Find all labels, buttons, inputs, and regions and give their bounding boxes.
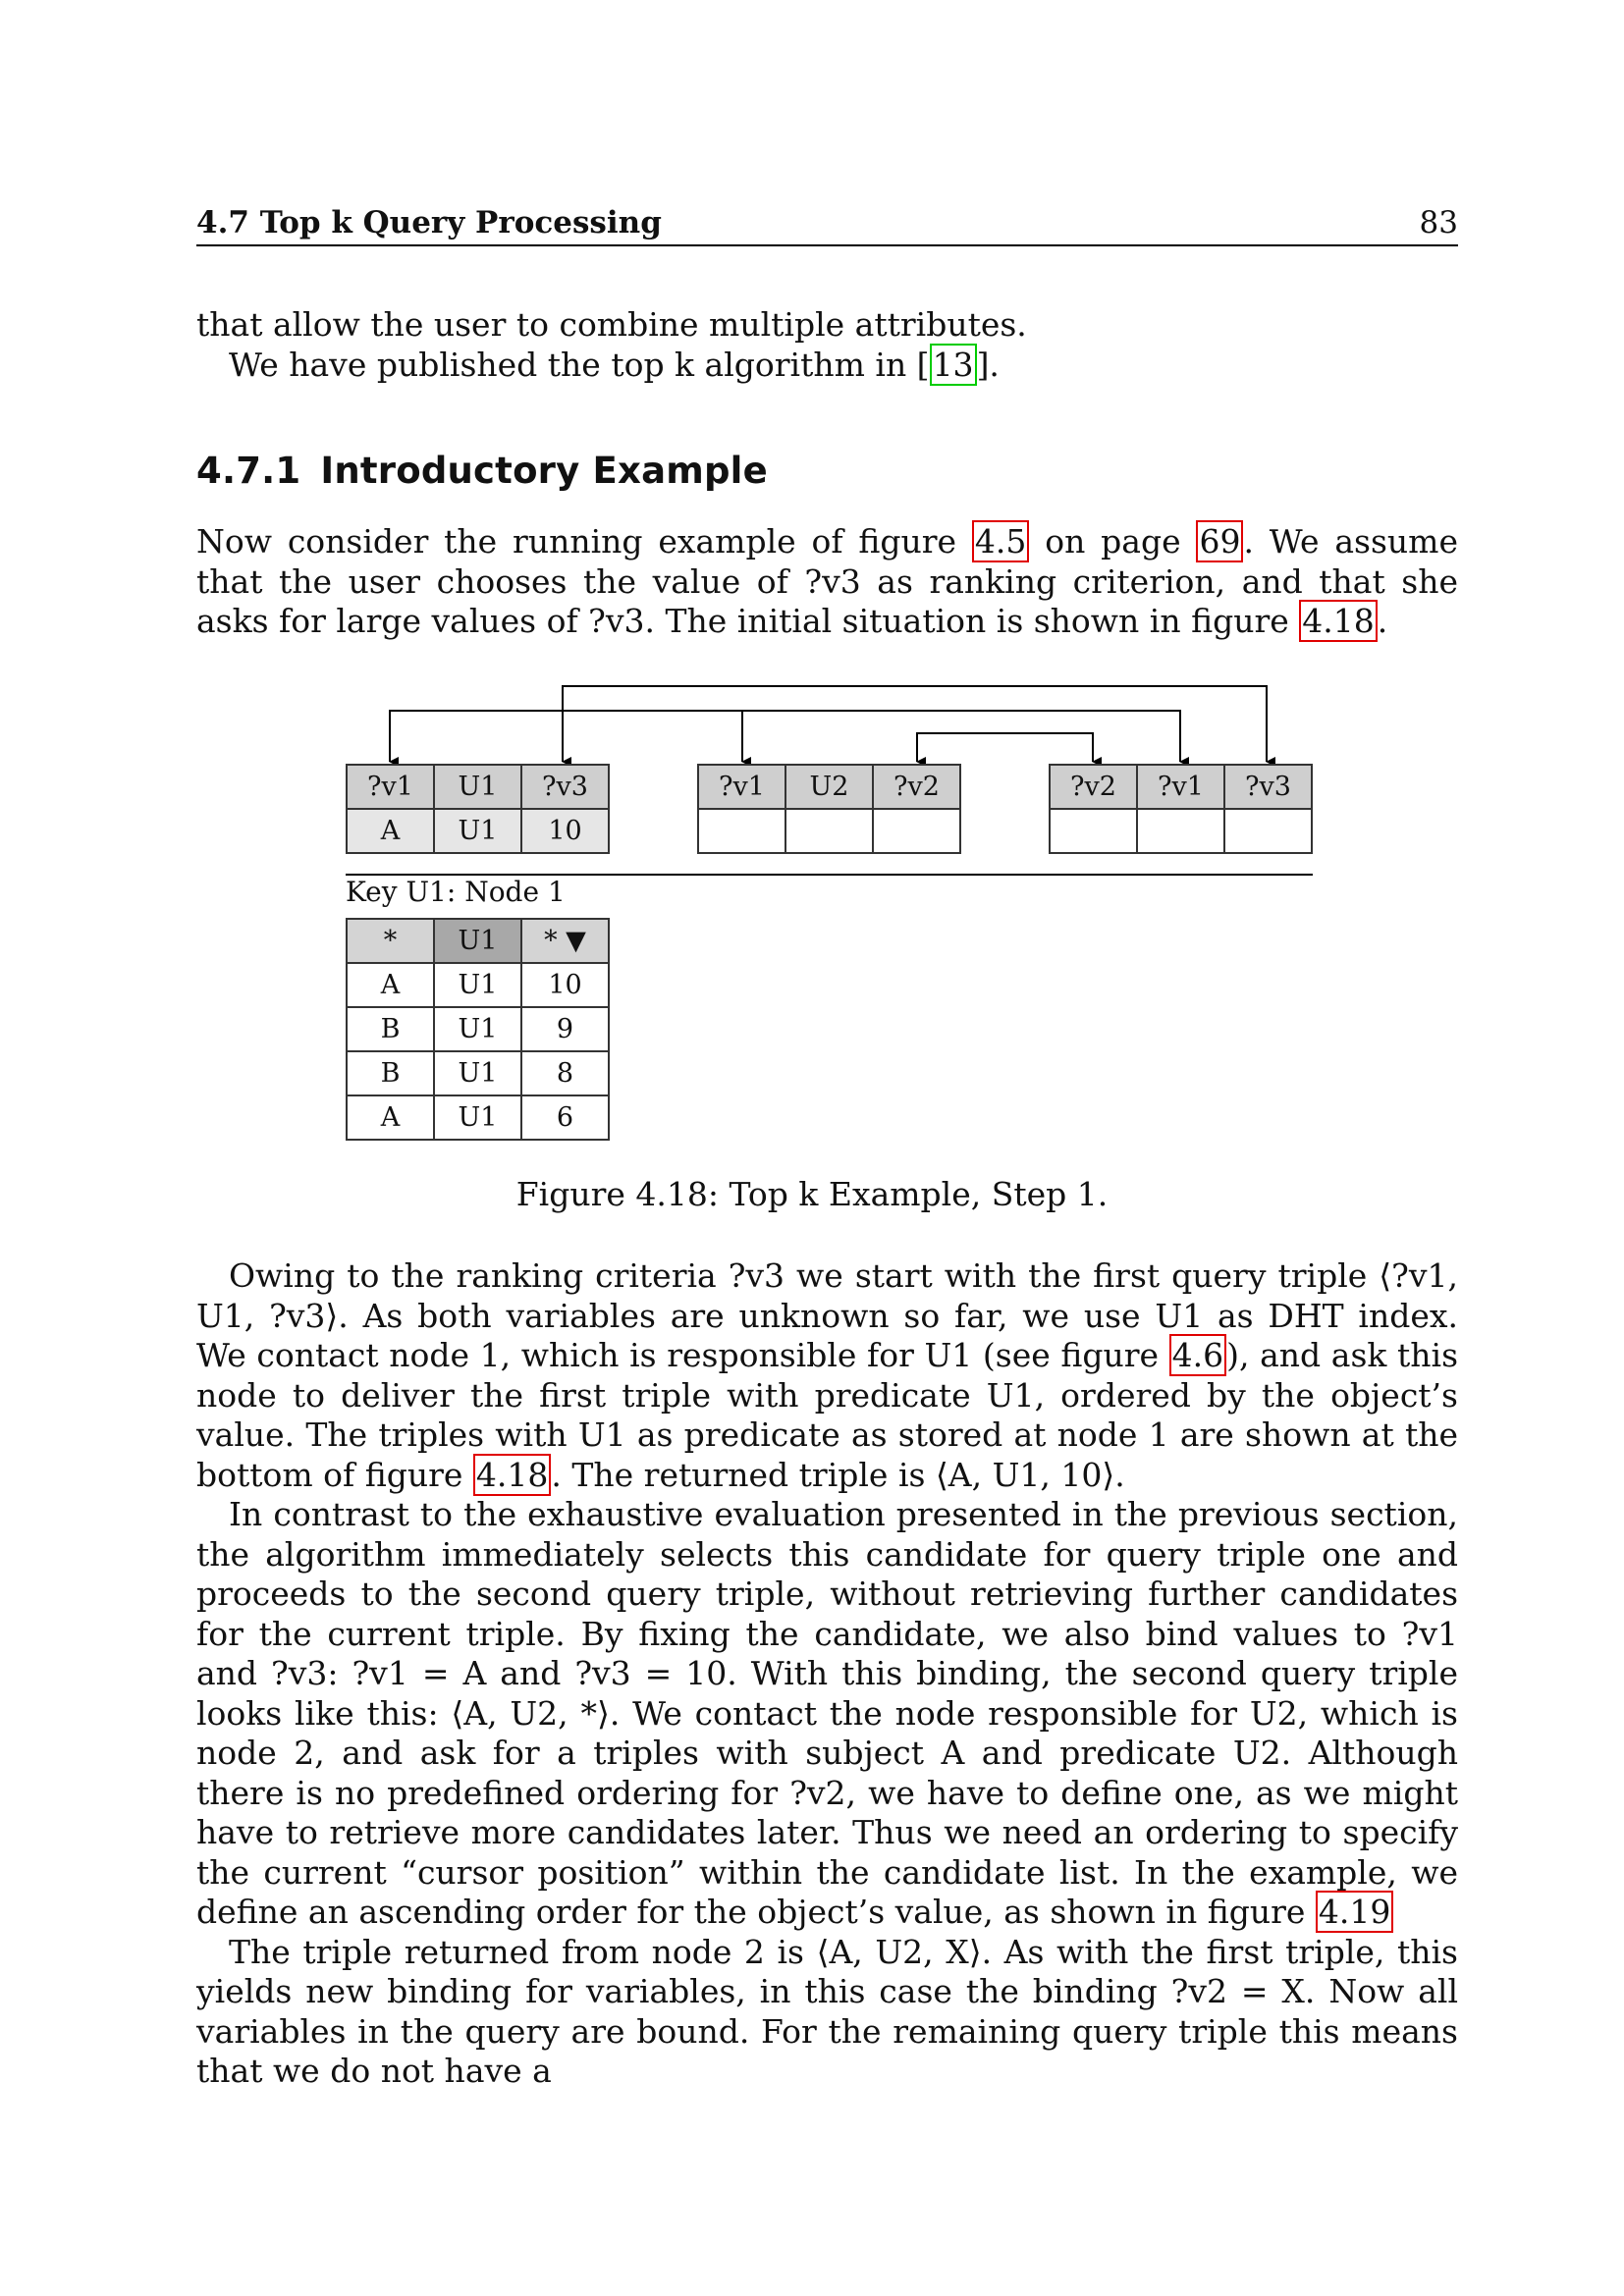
header-cell: ?v3 — [521, 765, 609, 809]
table-cell — [1224, 809, 1312, 853]
query-table-2-row — [698, 809, 960, 853]
figure-ref-link[interactable]: 4.5 — [972, 520, 1029, 562]
para2-part-c: . The returned triple is ⟨A, U1, 10⟩. — [551, 1455, 1125, 1494]
header-cell: ?v1 — [698, 765, 785, 809]
figure-ref-link[interactable]: 4.6 — [1169, 1334, 1226, 1376]
figure-ref-link[interactable]: 4.18 — [473, 1454, 551, 1496]
para1-part-c: . We assume that the user chooses the value of ?v3 as ranking criterion, and that she asks for large values of ?v3. The initial situation is shown in figure — [196, 522, 1458, 640]
table-cell: 10 — [521, 963, 609, 1007]
section-number: 4.7.1 — [196, 450, 301, 492]
table-cell — [873, 809, 960, 853]
header-cell-key: U1 — [434, 919, 521, 963]
table-cell: U1 — [434, 1051, 521, 1095]
node-1-table — [346, 918, 610, 1141]
table-cell — [1050, 809, 1137, 853]
figure-ref-link[interactable]: 4.19 — [1316, 1891, 1393, 1933]
page-ref-link[interactable]: 69 — [1196, 520, 1243, 562]
table-cell — [698, 809, 785, 853]
table-cell: U1 — [434, 1095, 521, 1140]
query-table-2 — [697, 764, 961, 854]
table-cell: A — [347, 963, 434, 1007]
header-cell: ?v3 — [1224, 765, 1312, 809]
header-cell: ?v1 — [1137, 765, 1224, 809]
para3-part-a: In contrast to the exhaustive evaluation presented in the previous section, the algorithm immediately selects this candidate for query triple one and proceeds to the second query triple, without retrieving further candidates for the current triple. By fixing the candidate, we also bind values to ?v1 and ?v3: ?v1 = A and ?v3 = 10. With this binding, the second query triple looks like this: ⟨A, U2, *⟩. We contact the node responsible for U2, which is node 2, and ask for a triples with subject A and predicate U2. Although there is no predefined ordering for ?v2, we have to define one, as we might have to retrieve more candidates later. Thus we need an ordering to specify the current “cursor position” within the candidate list. In the example, we define an ascending order for the object’s value, as shown in figure — [196, 1495, 1458, 1931]
query-table-1 — [346, 764, 610, 854]
para2-part-a: Owing to the ranking criteria ?v3 we start with the first query triple ⟨?v1, U1, ?v3⟩. As both variables are unknown so far, we use U1 as DHT index. We contact node 1, which is responsible for U1 (see figure — [196, 1256, 1458, 1374]
table-cell: A — [347, 1095, 434, 1140]
query-table-3 — [1049, 764, 1313, 854]
table-cell — [1137, 809, 1224, 853]
section-running-title: 4.7 Top k Query Processing — [196, 205, 662, 240]
query-table-1-header — [347, 765, 609, 809]
intro-line-2-text: We have published the top k algorithm in [ — [229, 345, 930, 384]
key-label: Key U1: Node 1 — [346, 876, 566, 908]
figure-ref-link[interactable]: 4.18 — [1299, 600, 1377, 642]
page-number: 83 — [1419, 205, 1458, 240]
paragraph-3 — [196, 1495, 1458, 1933]
para1-part-a: Now consider the running example of figure — [196, 522, 972, 561]
header-cell: U2 — [785, 765, 873, 809]
figure-caption: Figure 4.18: Top k Example, Step 1. — [515, 1175, 1109, 1213]
para1-part-d: . — [1377, 602, 1388, 640]
arrow-v3-connector — [563, 686, 1267, 762]
table-cell: 8 — [521, 1051, 609, 1095]
body-text — [196, 1256, 1458, 2092]
table-cell: U1 — [434, 809, 521, 853]
paragraph-2 — [196, 1256, 1458, 1495]
header-cell: U1 — [434, 765, 521, 809]
table-cell — [785, 809, 873, 853]
query-table-2-header — [698, 765, 960, 809]
intro-line-2-suffix: ]. — [976, 345, 1000, 384]
section-title: Introductory Example — [320, 450, 768, 492]
table-cell: U1 — [434, 963, 521, 1007]
header-cell: ?v1 — [347, 765, 434, 809]
arrow-v2-connector — [917, 733, 1093, 762]
table-cell: B — [347, 1007, 434, 1051]
header-cell-sorted: * ▼ — [521, 919, 609, 963]
table-row — [347, 1007, 609, 1051]
table-cell: 9 — [521, 1007, 609, 1051]
table-row — [347, 963, 609, 1007]
table-row — [347, 1051, 609, 1095]
node-table-header — [347, 919, 609, 963]
query-table-1-row — [347, 809, 609, 853]
table-row — [347, 1095, 609, 1140]
paragraph-4: The triple returned from node 2 is ⟨A, U2, X⟩. As with the first triple, this yields new binding for variables, in this case the binding ?v2 = X. Now all variables in the query are bound. For the remaining query triple this means that we do not have a — [196, 1932, 1458, 2090]
table-cell: B — [347, 1051, 434, 1095]
table-cell: A — [347, 809, 434, 853]
header-cell: ?v2 — [873, 765, 960, 809]
table-cell: 6 — [521, 1095, 609, 1140]
arrow-v1-connector — [390, 711, 1180, 762]
intro-line-1: that allow the user to combine multiple attributes. — [196, 305, 1027, 344]
citation-link[interactable]: 13 — [930, 344, 977, 386]
header-cell: * — [347, 919, 434, 963]
table-cell: 10 — [521, 809, 609, 853]
query-table-3-row — [1050, 809, 1312, 853]
table-cell: U1 — [434, 1007, 521, 1051]
header-cell: ?v2 — [1050, 765, 1137, 809]
para1-part-b: on page — [1029, 522, 1197, 561]
para2-part-b: ), and ask this node to deliver the first triple with predicate U1, ordered by the object’s value. The triples with U1 as predicate as stored at node 1 are shown at the bottom of figure — [196, 1336, 1459, 1494]
query-table-3-header — [1050, 765, 1312, 809]
